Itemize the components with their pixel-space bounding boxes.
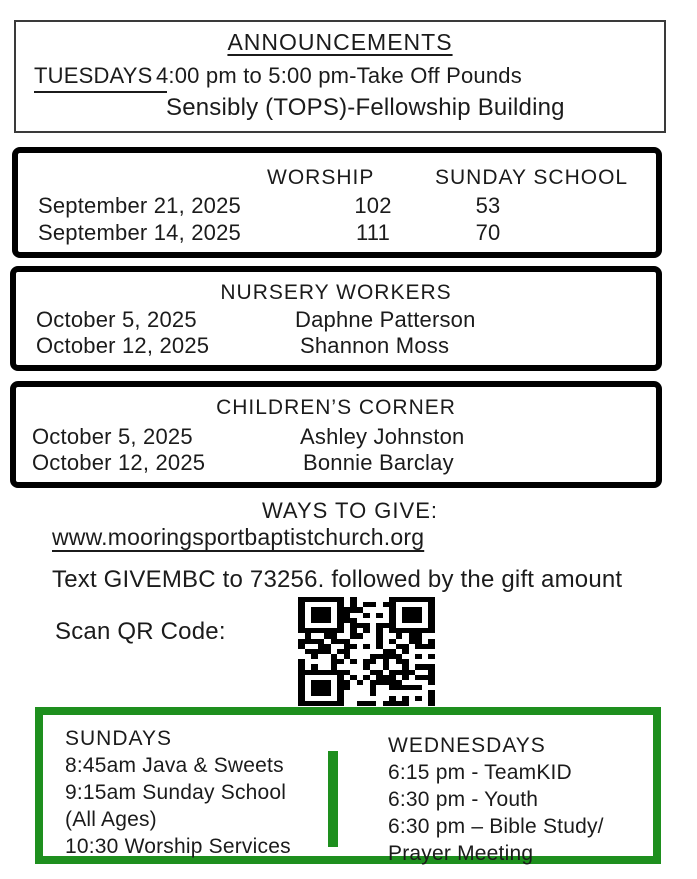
sundays-title: SUNDAYS [65,727,172,750]
attendance-worship-count: 111 [355,220,391,245]
announcements-box [14,20,666,133]
attendance-header-worship: WORSHIP [267,166,375,189]
sundays-column [65,725,291,860]
announcements-title: ANNOUNCEMENTS [227,29,453,55]
weekly-schedule-box [35,707,661,864]
schedule-item: 9:15am Sunday School [65,781,287,804]
attendance-sunday-school-count: 70 [475,220,501,245]
attendance-date: September 14, 2025 [38,220,241,245]
nursery-date: October 12, 2025 [36,333,210,358]
children-date: October 5, 2025 [32,424,193,449]
children-name: Bonnie Barclay [303,450,454,475]
wednesdays-column [388,732,604,867]
childrens-corner-title: CHILDREN’S CORNER [216,396,456,419]
schedule-item: Prayer Meeting [388,842,534,865]
attendance-box [12,147,662,258]
schedule-item: 8:45am Java & Sweets [65,754,284,777]
tuesdays-time-text: 4:00 pm to 5:00 pm-Take Off Pounds [156,63,522,88]
nursery-name: Daphne Patterson [295,307,476,332]
qr-code-icon [298,597,435,706]
text-to-give-instructions: Text GIVEMBC to 73256. followed by the gift amount [52,566,623,593]
tuesdays-location-text: Sensibly (TOPS)-Fellowship Building [166,94,565,121]
attendance-worship-count: 102 [354,193,392,218]
childrens-corner-box [10,381,662,488]
schedule-item: (All Ages) [65,808,157,831]
attendance-header-sunday-school: SUNDAY SCHOOL [435,166,629,189]
ways-to-give-title: WAYS TO GIVE: [261,498,438,523]
wednesdays-title: WEDNESDAYS [388,734,546,757]
children-name: Ashley Johnston [300,424,465,449]
schedule-item: 6:30 pm – Bible Study/ [388,815,604,838]
children-date: October 12, 2025 [32,450,206,475]
nursery-name: Shannon Moss [300,333,450,358]
nursery-workers-title: NURSERY WORKERS [220,281,452,304]
schedule-column-divider [328,751,338,847]
nursery-date: October 5, 2025 [36,307,197,332]
attendance-date: September 21, 2025 [38,193,241,218]
attendance-sunday-school-count: 53 [475,193,501,218]
tuesdays-label: TUESDAYS [34,63,167,93]
schedule-item: 10:30 Worship Services [65,835,291,858]
church-website-link[interactable]: www.mooringsportbaptistchurch.org [52,524,425,550]
nursery-workers-box [10,266,662,371]
scan-qr-label: Scan QR Code: [55,618,226,645]
schedule-item: 6:15 pm - TeamKID [388,761,572,784]
schedule-item: 6:30 pm - Youth [388,788,539,811]
